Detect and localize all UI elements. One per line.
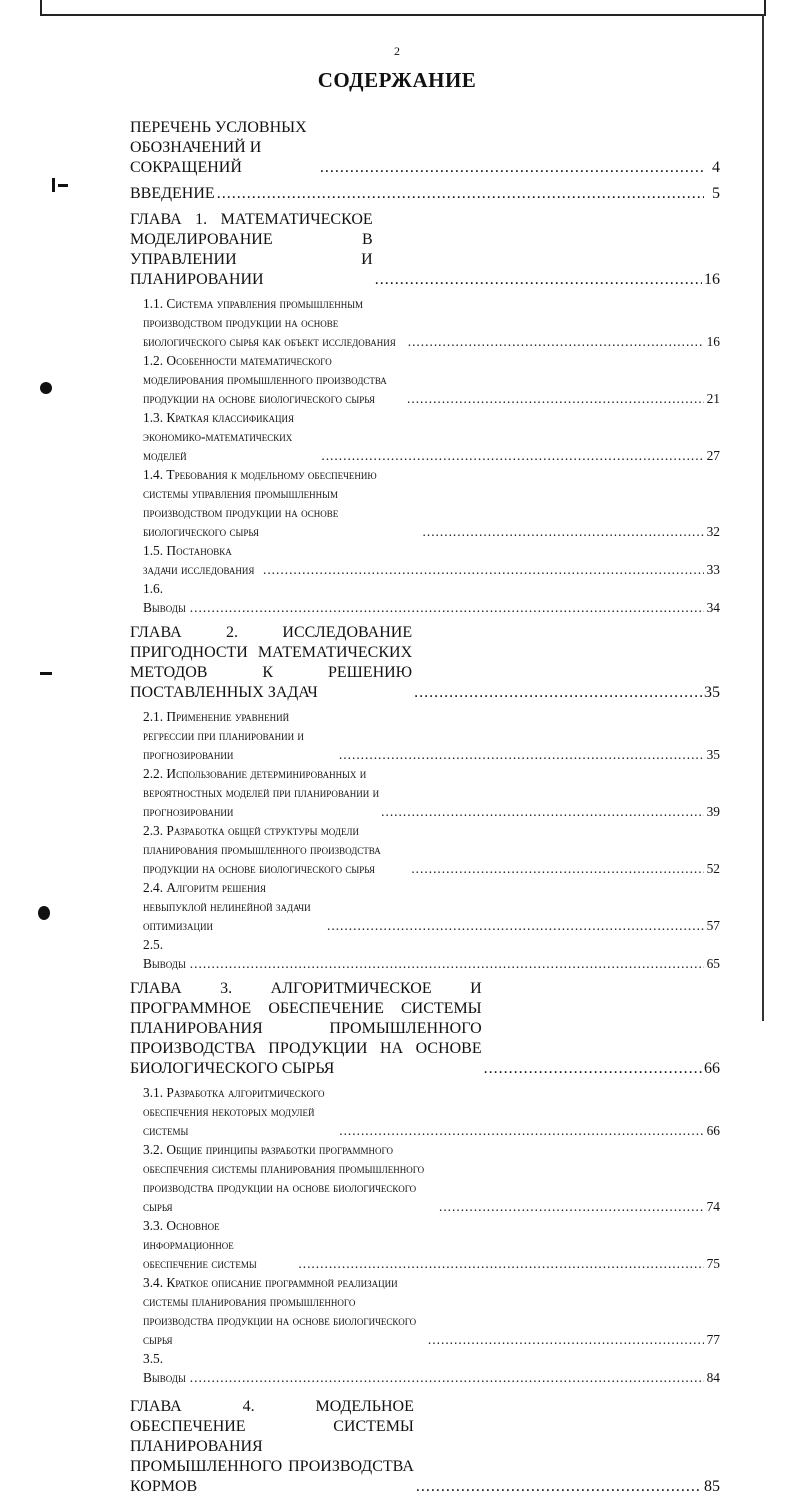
dot-leader	[263, 560, 704, 579]
toc-entry[interactable]	[143, 1083, 720, 1140]
toc-page-number: 21	[706, 391, 720, 406]
dot-leader	[327, 916, 704, 935]
toc-entry-title: 3.3. Основное информационное обеспечение системы	[143, 1218, 257, 1271]
dot-leader	[190, 598, 704, 617]
toc-entry[interactable]	[143, 351, 720, 408]
toc-entry-title: ВВЕДЕНИЕ	[130, 185, 215, 202]
page-title: СОДЕРЖАНИЕ	[317, 68, 477, 92]
toc-entry[interactable]	[143, 294, 720, 351]
toc-entry-title: ГЛАВА 1. МАТЕМАТИЧЕСКОЕ МОДЕЛИРОВАНИЕ В УПРАВЛЕНИИ И ПЛАНИРОВАНИИ	[130, 211, 373, 288]
toc-entry[interactable]	[143, 1140, 720, 1216]
scan-artifact	[40, 382, 52, 394]
toc-page-number: 85	[704, 1478, 720, 1495]
toc-entry-title: 2.2. Использование детерминированных и вероятностных моделей при планировании и прогнозировании	[143, 766, 380, 819]
toc-entry-title: 2.3. Разработка общей структуры модели планирования промышленного производства продукции на основе биологического сырья	[143, 823, 381, 876]
dot-leader	[190, 1368, 704, 1387]
toc-entry[interactable]	[143, 1273, 720, 1349]
dot-leader	[298, 1254, 704, 1273]
toc-page-number: 27	[706, 448, 720, 463]
scan-artifact	[58, 184, 68, 187]
dot-leader	[411, 859, 704, 878]
toc-entry-title: 3.5. Выводы	[143, 1351, 186, 1385]
dot-leader	[416, 1477, 702, 1497]
toc-entry[interactable]	[143, 707, 720, 764]
dot-leader	[190, 954, 704, 973]
toc-page-number: 35	[704, 684, 720, 701]
toc-page-number: 5	[712, 185, 720, 202]
toc-entry[interactable]	[143, 1349, 720, 1387]
toc-page-number: 65	[706, 956, 720, 971]
toc-entry[interactable]	[143, 579, 720, 617]
toc-entry-title: ПЕРЕЧЕНЬ УСЛОВНЫХ ОБОЗНАЧЕНИЙ И СОКРАЩЕНИЙ	[130, 119, 307, 176]
dot-leader	[428, 1330, 704, 1349]
toc-entry-title: 1.5. Постановка задачи исследования	[143, 543, 255, 577]
toc-entry[interactable]	[143, 541, 720, 579]
toc-entry[interactable]	[130, 623, 720, 703]
toc-page-number: 39	[706, 804, 720, 819]
toc-entry-title: 3.4. Краткое описание программной реализации системы планирования промышленного производства продукции на основе биологического сырья	[143, 1275, 417, 1347]
dot-leader	[320, 158, 704, 178]
dot-leader	[414, 683, 702, 703]
dot-leader	[439, 1197, 704, 1216]
toc-page-number: 84	[706, 1370, 720, 1385]
page-number: 2	[394, 44, 400, 58]
scan-artifact	[38, 906, 50, 920]
toc-page-number: 33	[706, 562, 720, 577]
toc-page-number: 57	[706, 918, 720, 933]
toc-entry-title: 1.4. Требования к модельному обеспечению системы управления промышленным производством продукции на основе биологического сырья	[143, 467, 377, 539]
dot-leader	[408, 332, 704, 351]
toc-entry[interactable]	[130, 184, 720, 204]
toc-page-number: 66	[704, 1060, 720, 1077]
scan-artifact	[40, 672, 52, 675]
scan-frame-top	[40, 0, 766, 16]
toc-page-number: 16	[706, 334, 720, 349]
toc-entry[interactable]	[143, 764, 720, 821]
toc-entry[interactable]	[143, 878, 720, 935]
toc-page-number: 16	[704, 271, 720, 288]
toc-page-number: 75	[706, 1256, 720, 1271]
toc-page-number: 74	[706, 1199, 720, 1214]
dot-leader	[375, 270, 702, 290]
toc-page-number: 66	[706, 1123, 720, 1138]
toc-entry[interactable]	[143, 935, 720, 973]
toc-entry[interactable]	[143, 1216, 720, 1273]
toc-entry-title: 1.1. Система управления промышленным производством продукции на основе биологического сырья как объект исследования	[143, 296, 396, 349]
toc-entry-title: ГЛАВА 4. МОДЕЛЬНОЕ ОБЕСПЕЧЕНИЕ СИСТЕМЫ ПЛАНИРОВАНИЯ ПРОМЫШЛЕННОГО ПРОИЗВОДСТВА КОРМОВ	[130, 1398, 414, 1495]
toc-entry[interactable]	[130, 118, 720, 178]
toc-entry[interactable]	[130, 1397, 720, 1497]
toc-entry-title: 2.5. Выводы	[143, 937, 186, 971]
toc-entry[interactable]	[143, 465, 720, 541]
toc-entry-title: 3.1. Разработка алгоритмического обеспечения некоторых модулей системы	[143, 1085, 325, 1138]
toc-entry[interactable]	[143, 408, 720, 465]
toc-page-number: 35	[706, 747, 720, 762]
toc-entry-title: 2.1. Применение уравнений регрессии при планировании и прогнозировании	[143, 709, 304, 762]
dot-leader	[321, 446, 704, 465]
toc-page-number: 4	[712, 159, 720, 176]
scan-frame-right	[762, 14, 764, 1021]
dot-leader	[423, 522, 705, 541]
toc-entry[interactable]	[130, 979, 720, 1079]
toc-page-number: 32	[706, 524, 720, 539]
toc-entry-title: 1.3. Краткая классификация экономико-математических моделей	[143, 410, 295, 463]
dot-leader	[381, 802, 704, 821]
toc-page-number: 77	[706, 1332, 720, 1347]
toc-page-number: 34	[706, 600, 720, 615]
dot-leader	[407, 389, 704, 408]
toc-page-number: 52	[706, 861, 720, 876]
toc-entry-title: ГЛАВА 2. ИССЛЕДОВАНИЕ ПРИГОДНОСТИ МАТЕМАТИЧЕСКИХ МЕТОДОВ К РЕШЕНИЮ ПОСТАВЛЕННЫХ ЗАДАЧ	[130, 624, 413, 701]
dot-leader	[339, 1121, 704, 1140]
toc-entry-title: 3.2. Общие принципы разработки программного обеспечения системы планирования промышленного производства продукции на основе биологического сырья	[143, 1142, 425, 1214]
dot-leader	[484, 1059, 702, 1079]
toc-entry-title: 1.6. Выводы	[143, 581, 186, 615]
dot-leader	[339, 745, 704, 764]
dot-leader	[217, 184, 704, 204]
toc-entry[interactable]	[143, 821, 720, 878]
toc-entry-title: 1.2. Особенности математического моделирования промышленного производства продукции на основе биологического сырья	[143, 353, 387, 406]
toc-entry-title: 2.4. Алгоритм решения невыпуклой нелинейной задачи оптимизации	[143, 880, 311, 933]
table-of-contents	[130, 112, 720, 1497]
toc-entry[interactable]	[130, 210, 720, 290]
toc-entry-title: ГЛАВА 3. АЛГОРИТМИЧЕСКОЕ И ПРОГРАММНОЕ ОБЕСПЕЧЕНИЕ СИСТЕМЫ ПЛАНИРОВАНИЯ ПРОМЫШЛЕННОГО ПРОИЗВОДСТВА ПРОДУКЦИИ НА ОСНОВЕ БИОЛОГИЧЕСКОГО СЫРЬЯ	[130, 980, 482, 1077]
scan-artifact	[52, 178, 55, 192]
